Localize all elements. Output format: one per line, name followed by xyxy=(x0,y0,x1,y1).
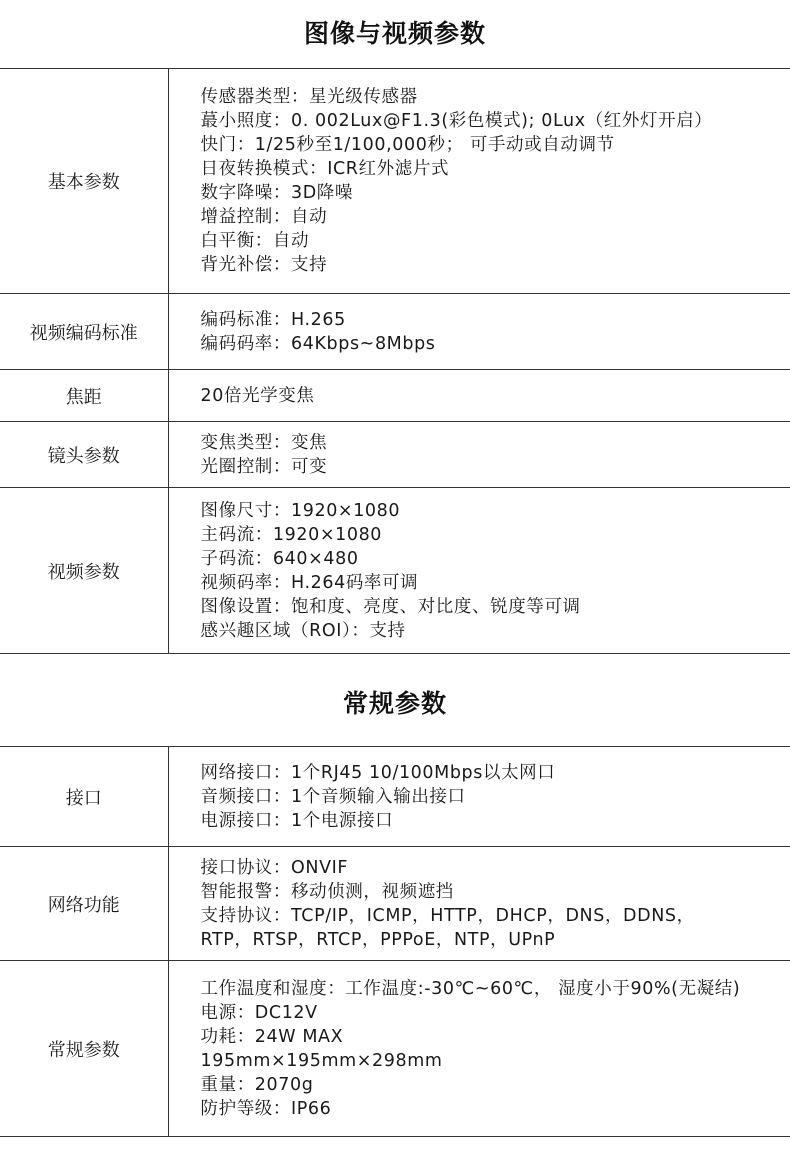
row-video-params xyxy=(0,488,790,654)
spec-line: 快门：1/25秒至1/100,000秒； 可手动或自动调节 xyxy=(200,135,615,155)
spec-line: 变焦类型：变焦 xyxy=(200,432,328,453)
row-network-functions xyxy=(0,847,790,961)
section-title-image-video: 图像与视频参数 xyxy=(303,19,486,48)
row-label: 接口 xyxy=(0,747,168,847)
spec-line: 网络接口：1个RJ45 10/100Mbps以太网口 xyxy=(200,762,556,783)
spec-line: 主码流：1920×1080 xyxy=(200,524,383,545)
spec-line: 图像尺寸：1920×1080 xyxy=(200,500,401,521)
row-label: 焦距 xyxy=(0,370,168,422)
row-value xyxy=(168,69,790,294)
spec-line: 接口协议：ONVIF xyxy=(200,857,349,878)
row-value xyxy=(168,488,790,654)
spec-line: 重量：2070g xyxy=(200,1074,314,1095)
spec-line: 音频接口：1个音频输入输出接口 xyxy=(200,786,466,807)
row-value xyxy=(168,847,790,961)
row-basic-params xyxy=(0,69,790,294)
spec-line: 编码标准：H.265 xyxy=(200,309,346,330)
spec-line: 20倍光学变焦 xyxy=(200,385,315,406)
spec-line: 数字降噪：3D降噪 xyxy=(200,183,354,203)
spec-line: 工作温度和湿度：工作温度:-30℃~60℃， 湿度小于90%(无凝结) xyxy=(200,978,741,999)
spec-line: 智能报警：移动侦测，视频遮挡 xyxy=(200,881,454,902)
spec-table-image-video xyxy=(0,68,790,654)
spec-line: 功耗：24W MAX xyxy=(200,1026,344,1047)
row-lens-params xyxy=(0,422,790,488)
spec-line: 编码码率：64Kbps~8Mbps xyxy=(200,333,436,354)
row-video-encoding xyxy=(0,294,790,370)
spec-line: 图像设置：饱和度、亮度、对比度、锐度等可调 xyxy=(200,596,581,617)
spec-table-general xyxy=(0,746,790,1137)
spec-line: 传感器类型：星光级传感器 xyxy=(200,87,418,107)
row-label: 镜头参数 xyxy=(0,422,168,488)
row-label: 视频参数 xyxy=(0,488,168,654)
row-general-params xyxy=(0,961,790,1137)
row-label: 视频编码标准 xyxy=(0,294,168,370)
row-label: 常规参数 xyxy=(0,961,168,1137)
spec-line: 增益控制：自动 xyxy=(200,207,328,227)
spec-line: 感兴趣区域（ROI）：支持 xyxy=(200,620,406,641)
row-value xyxy=(168,422,790,488)
section-title-general: 常规参数 xyxy=(342,689,447,718)
spec-line: 电源：DC12V xyxy=(200,1002,318,1023)
spec-line: 光圈控制：可变 xyxy=(200,456,328,477)
spec-line: 支持协议：TCP/IP，ICMP，HTTP，DHCP，DNS，DDNS， xyxy=(200,905,695,926)
row-label: 网络功能 xyxy=(0,847,168,961)
row-value xyxy=(168,747,790,847)
row-interface xyxy=(0,747,790,847)
spec-line: 日夜转换模式：ICR红外滤片式 xyxy=(200,159,450,179)
spec-line: RTP，RTSP，RTCP，PPPoE，NTP，UPnP xyxy=(200,929,556,950)
spec-line: 视频码率：H.264码率可调 xyxy=(200,572,419,593)
row-focal-length xyxy=(0,370,790,422)
row-label: 基本参数 xyxy=(0,69,168,294)
spec-line: 195mm×195mm×298mm xyxy=(200,1050,443,1071)
spec-line: 白平衡：自动 xyxy=(200,231,310,251)
row-value xyxy=(168,370,790,422)
row-value xyxy=(168,961,790,1137)
spec-line: 背光补偿：支持 xyxy=(200,255,328,275)
spec-line: 电源接口：1个电源接口 xyxy=(200,810,394,831)
spec-line: 子码流：640×480 xyxy=(200,548,359,569)
row-value xyxy=(168,294,790,370)
spec-line: 蕞小照度：0. 002Lux@F1.3(彩色模式); 0Lux（红外灯开启） xyxy=(200,111,713,131)
spec-line: 防护等级：IP66 xyxy=(200,1098,332,1119)
